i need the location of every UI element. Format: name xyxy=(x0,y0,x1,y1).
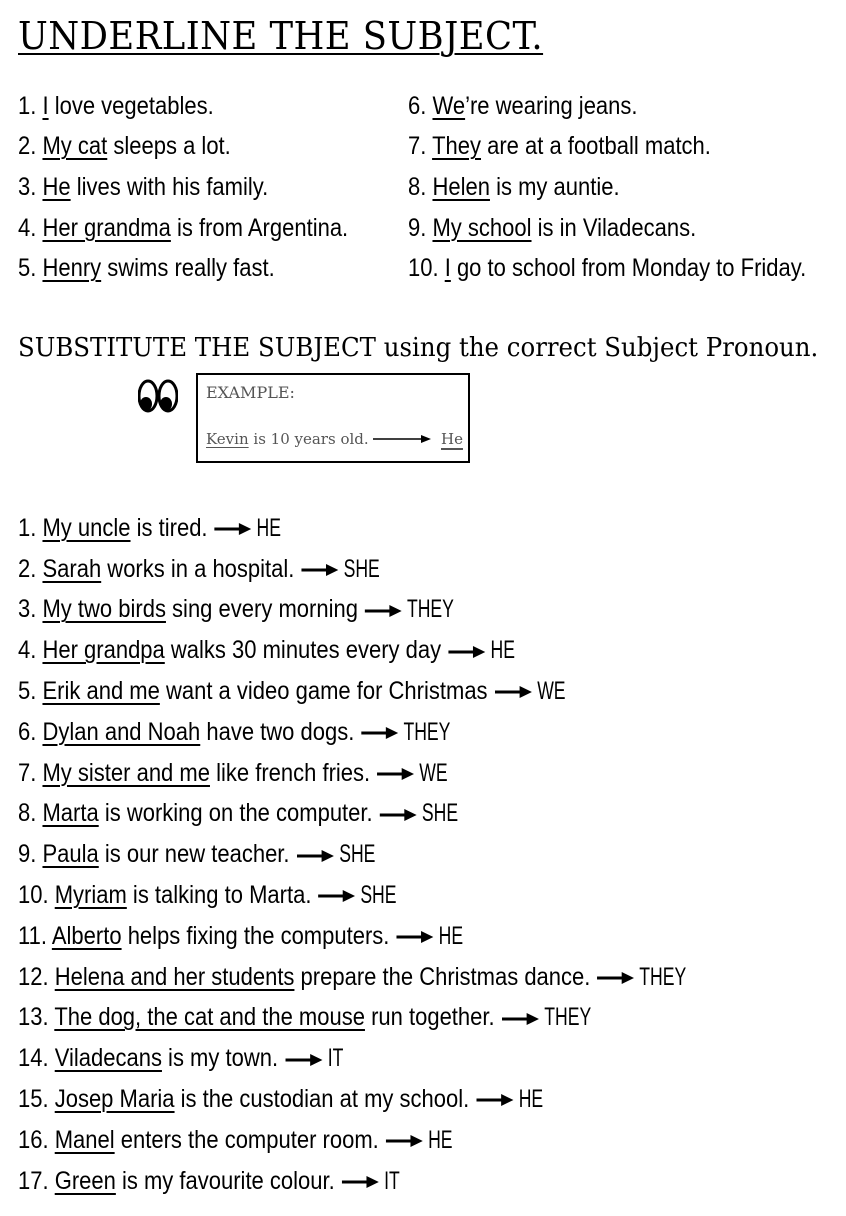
pronoun-answer: IT xyxy=(327,1044,344,1073)
subject: The dog, the cat and the mouse xyxy=(54,1003,365,1032)
arrow-icon xyxy=(495,685,532,699)
predicate: are at a football match. xyxy=(480,132,711,161)
pronoun-answer: THEY xyxy=(407,595,455,624)
pronoun-answer: SHE xyxy=(338,840,376,869)
subject: Josep Maria xyxy=(54,1085,175,1114)
arrow-icon xyxy=(297,849,334,863)
item-number: 6. xyxy=(408,91,427,120)
item-number: 5. xyxy=(18,677,37,706)
pronoun-answer: THEY xyxy=(543,1003,591,1032)
subject: Myriam xyxy=(54,881,127,910)
subject: Henry xyxy=(42,254,102,283)
subject: Helena and her students xyxy=(54,962,295,991)
arrow-icon xyxy=(373,434,431,444)
pronoun-answer: THEY xyxy=(403,717,451,746)
arrow-icon xyxy=(318,889,355,903)
predicate: walks 30 minutes every day xyxy=(164,636,442,665)
sentence-row xyxy=(18,630,791,671)
pronoun-answer: SHE xyxy=(360,881,397,910)
item-number: 6. xyxy=(18,717,37,746)
subject: Erik and me xyxy=(42,677,160,706)
predicate: is my auntie. xyxy=(489,172,620,201)
sentence-row xyxy=(18,208,393,249)
pronoun-answer: HE xyxy=(438,921,464,950)
example-answer: He xyxy=(441,430,463,448)
subject: Marta xyxy=(42,799,99,828)
arrow-icon xyxy=(365,604,402,618)
predicate: is from Argentina. xyxy=(170,213,349,242)
item-number: 10. xyxy=(18,881,49,910)
subject: My school xyxy=(432,213,532,242)
subject: Her grandma xyxy=(42,213,171,242)
predicate: is the custodian at my school. xyxy=(174,1085,470,1114)
sentence-row xyxy=(18,508,791,549)
predicate: ’re wearing jeans. xyxy=(465,91,638,120)
predicate: have two dogs. xyxy=(200,717,355,746)
subject: Her grandpa xyxy=(42,636,165,665)
example-label: EXAMPLE: xyxy=(206,383,295,402)
subject: My two birds xyxy=(42,595,166,624)
item-number: 15. xyxy=(18,1085,49,1114)
item-number: 2. xyxy=(18,132,37,161)
sentence-row xyxy=(18,753,791,794)
pronoun-answer: THEY xyxy=(639,962,687,991)
predicate: go to school from Monday to Friday. xyxy=(450,254,807,283)
sentence-row xyxy=(18,712,791,753)
pronoun-answer: WE xyxy=(536,677,566,706)
sentence-row xyxy=(408,86,846,127)
item-number: 10. xyxy=(408,254,439,283)
sentence-row xyxy=(18,86,393,127)
item-number: 5. xyxy=(18,254,37,283)
item-number: 16. xyxy=(18,1125,49,1154)
item-number: 7. xyxy=(408,132,427,161)
item-number: 4. xyxy=(18,636,37,665)
predicate: works in a hospital. xyxy=(101,554,295,583)
item-number: 1. xyxy=(18,513,37,542)
subject: My uncle xyxy=(42,513,131,542)
subject: Helen xyxy=(432,172,490,201)
subject: Viladecans xyxy=(54,1044,162,1073)
underline-list-left xyxy=(18,86,393,289)
title-underlined-word: UNDERLINE THE SUBJECT. xyxy=(18,14,544,58)
item-number: 13. xyxy=(18,1003,49,1032)
arrow-icon xyxy=(301,563,338,577)
sentence-row xyxy=(18,794,791,835)
sentence-row xyxy=(408,248,846,289)
arrow-icon xyxy=(285,1053,322,1067)
predicate: like french fries. xyxy=(209,758,371,787)
arrow-icon xyxy=(396,930,433,944)
item-number: 8. xyxy=(18,799,37,828)
example-box xyxy=(196,373,470,463)
item-number: 9. xyxy=(18,840,37,869)
sentence-row xyxy=(18,671,791,712)
predicate: is in Viladecans. xyxy=(531,213,697,242)
arrow-icon xyxy=(386,1134,423,1148)
predicate: lives with his family. xyxy=(70,172,269,201)
pronoun-answer: HE xyxy=(518,1085,543,1114)
underline-list-right xyxy=(408,86,846,289)
arrow-icon xyxy=(380,808,417,822)
predicate: love vegetables. xyxy=(48,91,214,120)
predicate: sing every morning xyxy=(165,595,358,624)
subject: I xyxy=(42,91,49,120)
sentence-row xyxy=(18,1079,791,1120)
predicate: is my favourite colour. xyxy=(115,1166,335,1195)
predicate: is tired. xyxy=(130,513,208,542)
item-number: 9. xyxy=(408,213,427,242)
sentence-row xyxy=(18,916,791,957)
subject: We xyxy=(432,91,466,120)
predicate: is talking to Marta. xyxy=(126,881,312,910)
predicate: sleeps a lot. xyxy=(107,132,231,161)
item-number: 17. xyxy=(18,1166,49,1195)
pronoun-answer: IT xyxy=(384,1166,400,1195)
pronoun-answer: SHE xyxy=(421,799,459,828)
subject: My sister and me xyxy=(42,758,210,787)
eyes-icon xyxy=(138,378,178,414)
pronoun-answer: SHE xyxy=(343,554,380,583)
sentence-row xyxy=(18,998,791,1039)
sentence-row xyxy=(18,834,791,875)
arrow-icon xyxy=(215,522,252,536)
pronoun-answer: HE xyxy=(428,1125,453,1154)
sentence-row xyxy=(18,549,791,590)
arrow-icon xyxy=(377,767,414,781)
predicate: helps fixing the computers. xyxy=(121,921,390,950)
predicate: is working on the computer. xyxy=(98,799,373,828)
subject: He xyxy=(42,172,71,201)
substitute-title: SUBSTITUTE THE SUBJECT using the correct Subject Pronoun. xyxy=(18,333,819,363)
arrow-icon xyxy=(342,1175,379,1189)
subject: Manel xyxy=(54,1125,115,1154)
item-number: 3. xyxy=(18,172,37,201)
predicate: is my town. xyxy=(161,1044,279,1073)
sentence-row xyxy=(18,957,791,998)
predicate: enters the computer room. xyxy=(114,1125,379,1154)
sentence-row xyxy=(18,875,791,916)
predicate: want a video game for Christmas xyxy=(159,677,488,706)
arrow-icon xyxy=(448,645,485,659)
subject: I xyxy=(444,254,451,283)
item-number: 2. xyxy=(18,554,37,583)
sentence-row xyxy=(18,590,791,631)
sentence-row xyxy=(18,167,393,208)
pronoun-answer: HE xyxy=(256,513,282,542)
subject: Alberto xyxy=(51,921,122,950)
sentence-row xyxy=(408,127,846,168)
sentence-row xyxy=(18,1161,791,1202)
substitute-list xyxy=(18,508,791,1202)
item-number: 14. xyxy=(18,1044,49,1073)
arrow-icon xyxy=(502,1012,539,1026)
predicate: run together. xyxy=(364,1003,495,1032)
item-number: 3. xyxy=(18,595,37,624)
example-sentence xyxy=(206,430,369,448)
pronoun-answer: HE xyxy=(490,636,515,665)
subject: Sarah xyxy=(42,554,102,583)
example-subject: Kevin xyxy=(206,430,249,448)
arrow-icon xyxy=(597,971,634,985)
item-number: 4. xyxy=(18,213,37,242)
arrow-icon xyxy=(476,1093,513,1107)
sentence-row xyxy=(408,167,846,208)
subject: They xyxy=(432,132,481,161)
subject: Green xyxy=(54,1166,116,1195)
subject: Paula xyxy=(42,840,99,869)
arrow-icon xyxy=(361,726,398,740)
subject: My cat xyxy=(42,132,108,161)
item-number: 12. xyxy=(18,962,49,991)
predicate: swims really fast. xyxy=(101,254,275,283)
item-number: 8. xyxy=(408,172,427,201)
item-number: 7. xyxy=(18,758,37,787)
predicate: prepare the Christmas dance. xyxy=(294,962,591,991)
item-number: 11. xyxy=(18,921,47,950)
sentence-row xyxy=(18,127,393,168)
sentence-row xyxy=(18,1038,791,1079)
predicate: is our new teacher. xyxy=(98,840,290,869)
sentence-row xyxy=(408,208,846,249)
sentence-row xyxy=(18,248,393,289)
worksheet-title xyxy=(18,14,543,58)
sentence-row xyxy=(18,1120,791,1161)
subject: Dylan and Noah xyxy=(42,717,201,746)
pronoun-answer: WE xyxy=(419,758,448,787)
example-predicate: is 10 years old. xyxy=(248,430,369,448)
item-number: 1. xyxy=(18,91,37,120)
